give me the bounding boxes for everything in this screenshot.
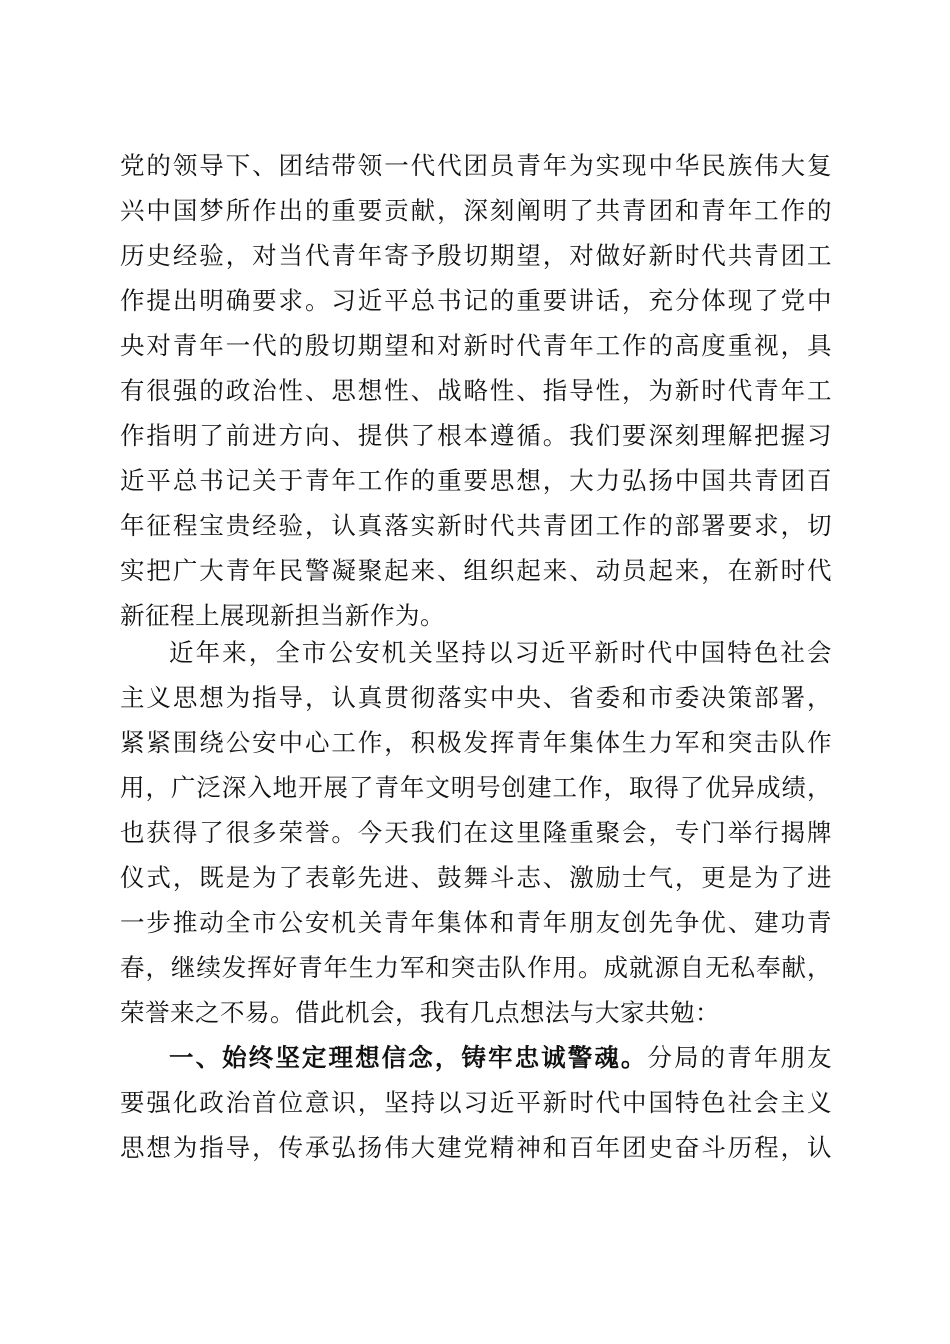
paragraph-1-line: 兴中国梦所作出的重要贡献，深刻阐明了共青团和青年工作的 bbox=[120, 196, 832, 225]
section-heading: 一、始终坚定理想信念，铸牢忠诚警魂。 bbox=[169, 1043, 648, 1072]
paragraph-1-line: 央对青年一代的殷切期望和对新时代青年工作的高度重视，具 bbox=[120, 331, 832, 360]
paragraph-2-line: 仪式，既是为了表彰先进、鼓舞斗志、激励士气，更是为了进 bbox=[120, 863, 832, 892]
paragraph-1-line: 党的领导下、团结带领一代代团员青年为实现中华民族伟大复 bbox=[120, 151, 832, 180]
paragraph-1-line: 作指明了前进方向、提供了根本遵循。我们要深刻理解把握习 bbox=[120, 421, 832, 450]
paragraph-1-line: 有很强的政治性、思想性、战略性、指导性，为新时代青年工 bbox=[120, 376, 832, 405]
paragraph-2-line: 用，广泛深入地开展了青年文明号创建工作，取得了优异成绩， bbox=[120, 773, 832, 802]
paragraph-2-line-last: 荣誉来之不易。借此机会，我有几点想法与大家共勉： bbox=[120, 998, 720, 1027]
paragraph-2-line: 主义思想为指导，认真贯彻落实中央、省委和市委决策部署， bbox=[120, 683, 832, 712]
paragraph-1-line-last: 新征程上展现新担当新作为。 bbox=[120, 601, 445, 630]
paragraph-1-line: 实把广大青年民警凝聚起来、组织起来、动员起来，在新时代 bbox=[120, 556, 832, 585]
paragraph-2 bbox=[120, 630, 832, 1035]
paragraph-2-line: 紧紧围绕公安中心工作，积极发挥青年集体生力军和突击队作 bbox=[120, 728, 832, 757]
paragraph-1-line: 近平总书记关于青年工作的重要思想，大力弘扬中国共青团百 bbox=[120, 466, 832, 495]
paragraph-1-line: 作提出明确要求。习近平总书记的重要讲话，充分体现了党中 bbox=[120, 286, 832, 315]
paragraph-3-line: 思想为指导，传承弘扬伟大建党精神和百年团史奋斗历程，认 bbox=[120, 1133, 832, 1162]
paragraph-3-first-line-rest: 分局的青年朋友 bbox=[647, 1043, 832, 1072]
paragraph-3 bbox=[120, 1035, 832, 1170]
paragraph-3-first-line bbox=[120, 1035, 832, 1080]
paragraph-1-line: 年征程宝贵经验，认真落实新时代共青团工作的部署要求，切 bbox=[120, 511, 832, 540]
paragraph-3-line: 要强化政治首位意识，坚持以习近平新时代中国特色社会主义 bbox=[120, 1088, 832, 1117]
paragraph-1-line: 历史经验，对当代青年寄予殷切期望，对做好新时代共青团工 bbox=[120, 241, 832, 270]
paragraph-2-line: 一步推动全市公安机关青年集体和青年朋友创先争优、建功青 bbox=[120, 908, 832, 937]
paragraph-2-first-line: 近年来，全市公安机关坚持以习近平新时代中国特色社会 bbox=[169, 638, 832, 667]
paragraph-2-line: 春，继续发挥好青年生力军和突击队作用。成就源自无私奉献， bbox=[120, 953, 832, 982]
paragraph-2-line: 也获得了很多荣誉。今天我们在这里隆重聚会，专门举行揭牌 bbox=[120, 818, 832, 847]
paragraph-1 bbox=[120, 143, 832, 638]
